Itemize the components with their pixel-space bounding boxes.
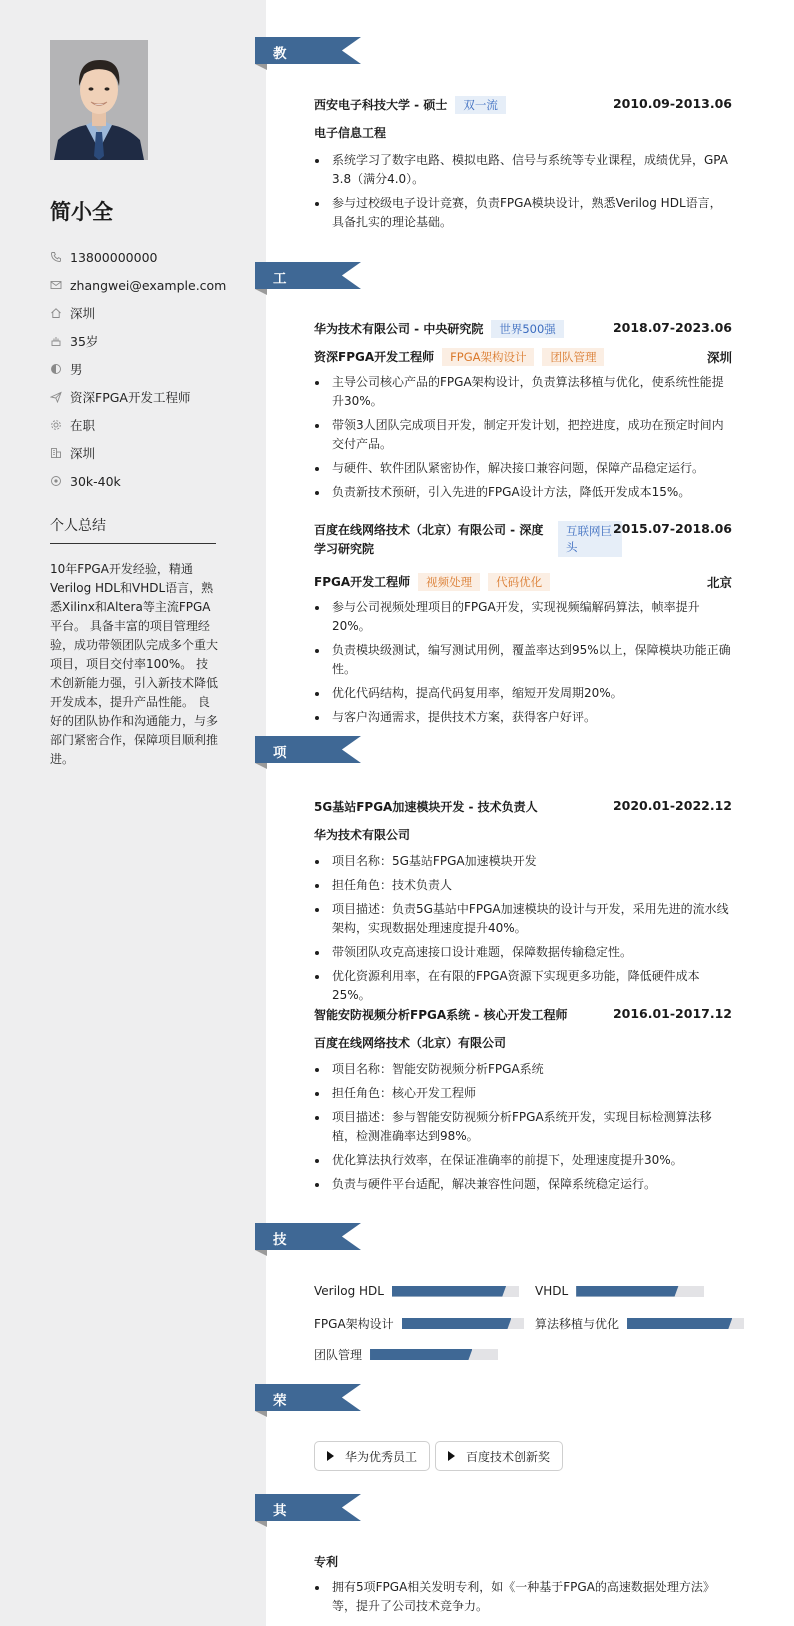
work-1-skill-tag: FPGA架构设计 — [442, 348, 534, 366]
work-1-header — [314, 320, 732, 338]
skill-item — [314, 1315, 524, 1332]
skill-item — [535, 1315, 744, 1332]
play-icon — [327, 1451, 334, 1461]
work-2-skill-tag: 视频处理 — [418, 573, 480, 591]
education-date: 2010.09-2013.06 — [612, 96, 732, 111]
skill-item — [314, 1284, 519, 1298]
cake-icon — [50, 335, 62, 347]
building-icon — [50, 447, 62, 459]
award-badge — [435, 1441, 563, 1471]
info-age — [50, 327, 250, 355]
skill-bar — [392, 1286, 519, 1297]
work-2-company — [314, 521, 554, 559]
work-1-bullets — [314, 373, 732, 507]
info-email — [50, 271, 250, 299]
summary-title: 个人总结 — [50, 518, 106, 534]
play-icon — [448, 1451, 455, 1461]
info-status — [50, 411, 250, 439]
contact-info — [50, 243, 250, 495]
work-2-skill-tag: 代码优化 — [488, 573, 550, 591]
work-1-tag: 世界500强 — [491, 320, 563, 338]
skill-item — [314, 1346, 498, 1363]
work-1-date: 2018.07-2023.06 — [612, 320, 732, 335]
education-school: 西安电子科技大学 - 硕士 — [314, 98, 448, 112]
email-value: zhangwei@example.com — [70, 277, 227, 293]
city-value: 深圳 — [70, 306, 96, 321]
list-item: 项目名称：5G基站FPGA加速模块开发 — [314, 852, 732, 871]
project-2-company: 百度在线网络技术（北京）有限公司 — [314, 1036, 507, 1050]
list-item: 系统学习了数字电路、模拟电路、信号与系统等专业课程，成绩优异，GPA 3.8（满分4.0）。 — [314, 151, 732, 189]
list-item: 与客户沟通需求，提供技术方案，获得客户好评。 — [314, 708, 732, 727]
list-item: 带领团队攻克高速接口设计难题，保障数据传输稳定性。 — [314, 943, 732, 962]
info-expected-city — [50, 439, 250, 467]
project-2-header — [314, 1006, 732, 1024]
project-1-date: 2020.01-2022.12 — [612, 798, 732, 813]
project-1-bullets — [314, 852, 732, 1010]
phone-value: 13800000000 — [70, 249, 158, 265]
education-tag: 双一流 — [455, 96, 506, 114]
position-value: 资深FPGA开发工程师 — [70, 390, 191, 405]
work-2-date: 2015.07-2018.06 — [612, 521, 732, 536]
section-education-title: 教育经历 — [273, 46, 287, 122]
section-other-title: 其他信息 — [273, 1503, 287, 1579]
gender-icon — [50, 363, 62, 375]
section-awards-title: 荣誉奖项 — [273, 1393, 287, 1469]
skill-name: VHDL — [535, 1284, 569, 1298]
work-2-tag-line: 头 — [566, 540, 578, 554]
skill-bar-fill — [370, 1349, 472, 1360]
section-projects-title: 项目经历 — [273, 745, 287, 821]
salary-value: 30k-40k — [70, 473, 121, 489]
info-salary — [50, 467, 250, 495]
work-2-role-line — [314, 573, 732, 591]
project-1-title: 5G基站FPGA加速模块开发 - 技术负责人 — [314, 800, 538, 814]
project-1-company: 华为技术有限公司 — [314, 828, 411, 842]
expected-city-value: 深圳 — [70, 446, 96, 461]
phone-icon — [50, 251, 62, 263]
list-item: 拥有5项FPGA相关发明专利，如《一种基于FPGA的高速数据处理方法》等，提升了公司技术竞争力。 — [314, 1578, 732, 1616]
work-2-city: 北京 — [706, 575, 732, 590]
list-item: 参与公司视频处理项目的FPGA开发，实现视频编解码算法，帧率提升20%。 — [314, 598, 732, 636]
list-item: 负责模块级测试，编写测试用例，覆盖率达到95%以上，保障模块功能正确性。 — [314, 641, 732, 679]
section-skills-title: 技能专长 — [273, 1232, 287, 1308]
skill-name: 团队管理 — [314, 1348, 363, 1362]
skill-name: Verilog HDL — [314, 1284, 384, 1298]
list-item: 担任角色：技术负责人 — [314, 876, 732, 895]
work-1-skill-tag: 团队管理 — [542, 348, 604, 366]
project-1-header — [314, 798, 732, 816]
mail-icon — [50, 279, 62, 291]
summary-text: 10年FPGA开发经验，精通Verilog HDL和VHDL语言，熟悉Xilinx和Altera等主流FPGA平台。 具备丰富的项目管理经验，成功带领团队完成多个重大项目，项目交付率100%。 技术创新能力强，引入新技术降低开发成本，提升产品性能。 良好的团队协作和沟通能力，与多部门紧密合作，保障项目顺利推进。 — [50, 562, 219, 766]
list-item: 优化代码结构，提高代码复用率，缩短开发周期20%。 — [314, 684, 732, 703]
send-icon — [50, 391, 62, 403]
status-value: 在职 — [70, 418, 96, 433]
work-2-bullets — [314, 598, 732, 732]
coin-icon — [50, 475, 62, 487]
project-2-bullets — [314, 1060, 732, 1199]
work-2-company-line: 学习研究院 — [314, 542, 375, 556]
list-item: 负责新技术预研，引入先进的FPGA设计方法，降低开发成本15%。 — [314, 483, 732, 502]
skill-name: FPGA架构设计 — [314, 1317, 394, 1331]
list-item: 优化算法执行效率，在保证准确率的前提下，处理速度提升30%。 — [314, 1151, 732, 1170]
skill-bar — [576, 1286, 704, 1297]
list-item: 项目描述：参与智能安防视频分析FPGA系统开发，实现目标检测算法移植，检测准确率达到98%。 — [314, 1108, 732, 1146]
profile-photo — [50, 40, 148, 160]
list-item: 带领3人团队完成项目开发，制定开发计划，把控进度，成功在预定时间内交付产品。 — [314, 416, 732, 454]
gender-value: 男 — [70, 362, 83, 377]
education-bullets — [314, 151, 732, 237]
list-item: 负责与硬件平台适配，解决兼容性问题，保障系统稳定运行。 — [314, 1175, 732, 1194]
patent-bullets — [314, 1578, 732, 1621]
skill-bar-fill — [392, 1286, 506, 1297]
info-position — [50, 383, 250, 411]
list-item: 优化资源利用率，在有限的FPGA资源下实现更多功能，降低硬件成本25%。 — [314, 967, 732, 1005]
skill-name: 算法移植与优化 — [535, 1317, 620, 1331]
work-1-company: 华为技术有限公司 - 中央研究院 — [314, 322, 484, 336]
project-2-title: 智能安防视频分析FPGA系统 - 核心开发工程师 — [314, 1008, 568, 1022]
work-2-company-line: 百度在线网络技术（北京）有限公司 - 深度 — [314, 523, 544, 537]
education-major: 电子信息工程 — [314, 126, 387, 140]
list-item: 主导公司核心产品的FPGA架构设计，负责算法移植与优化，使系统性能提升30%。 — [314, 373, 732, 411]
skill-bar-fill — [627, 1318, 732, 1329]
home-icon — [50, 307, 62, 319]
work-2-tag-line: 互联网巨 — [566, 524, 612, 538]
skill-bar-fill — [576, 1286, 678, 1297]
section-work-title: 工作经历 — [273, 271, 287, 347]
age-value: 35岁 — [70, 334, 99, 349]
project-2-date: 2016.01-2017.12 — [612, 1006, 732, 1021]
skill-item — [535, 1284, 704, 1298]
work-1-city: 深圳 — [706, 350, 732, 365]
list-item: 与硬件、软件团队紧密协作，解决接口兼容问题，保障产品稳定运行。 — [314, 459, 732, 478]
award-label: 华为优秀员工 — [345, 1449, 418, 1464]
info-phone — [50, 243, 250, 271]
info-gender — [50, 355, 250, 383]
award-badge — [314, 1441, 430, 1471]
skill-bar — [402, 1318, 524, 1329]
skill-bar-fill — [402, 1318, 512, 1329]
work-2-header — [314, 521, 732, 561]
list-item: 参与过校级电子设计竞赛，负责FPGA模块设计，熟悉Verilog HDL语言，具备扎实的理论基础。 — [314, 194, 732, 232]
list-item: 项目描述：负责5G基站中FPGA加速模块的设计与开发，采用先进的流水线架构，实现数据处理速度提升40%。 — [314, 900, 732, 938]
list-item: 担任角色：核心开发工程师 — [314, 1084, 732, 1103]
list-item: 项目名称：智能安防视频分析FPGA系统 — [314, 1060, 732, 1079]
summary-divider — [50, 543, 216, 544]
education-entry-header — [314, 96, 732, 114]
work-1-role: 资深FPGA开发工程师 — [314, 350, 435, 364]
work-1-role-line — [314, 348, 732, 366]
award-label: 百度技术创新奖 — [466, 1449, 551, 1464]
candidate-name: 简小全 — [50, 200, 113, 224]
info-city — [50, 299, 250, 327]
skill-bar — [370, 1349, 498, 1360]
skill-bar — [627, 1318, 744, 1329]
work-2-role: FPGA开发工程师 — [314, 575, 411, 589]
gear-icon — [50, 419, 62, 431]
patent-title: 专利 — [314, 1555, 339, 1569]
